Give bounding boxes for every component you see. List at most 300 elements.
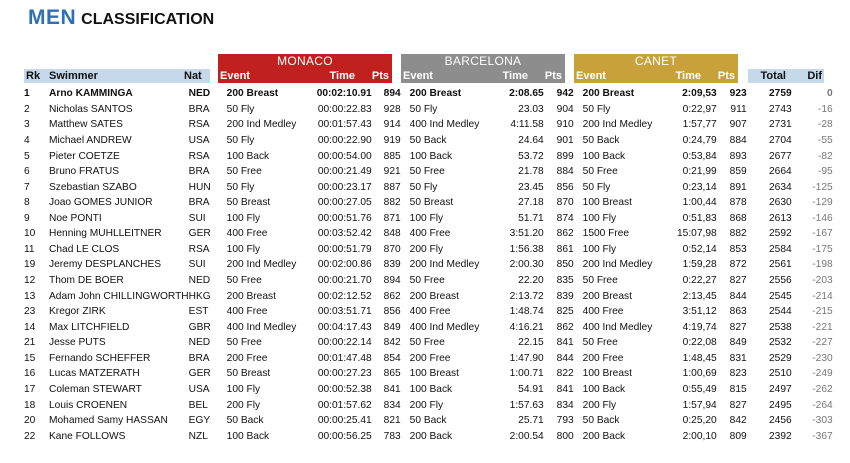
cell-canet-time: 2:00,10 (682, 430, 717, 442)
cell-rank: 5 (24, 150, 30, 162)
cell-total: 2510 (768, 368, 792, 380)
column-gap (747, 382, 757, 398)
title-rest: CLASSIFICATION (81, 11, 215, 28)
cell-barcelona-pts: 825 (556, 306, 574, 318)
cell-total: 2630 (768, 197, 792, 209)
cell-swimmer: Thom DE BOER (49, 275, 124, 287)
cell-canet-time: 0:22,97 (682, 103, 717, 115)
column-gap (747, 397, 757, 413)
cell-monaco-pts: 919 (383, 134, 401, 146)
column-gap (574, 86, 583, 102)
cell-canet-pts: 882 (729, 228, 747, 240)
cell-barcelona-time: 23.03 (518, 103, 544, 115)
cell-monaco-time: 00:00:27.23 (317, 368, 372, 380)
cell-nat: NZL (188, 430, 208, 442)
column-gap (401, 242, 410, 258)
cell-swimmer: Joao GOMES JUNIOR (49, 197, 153, 209)
cell-barcelona-event: 200 Fly (409, 399, 444, 411)
cell-barcelona-time: 27.18 (518, 197, 544, 209)
cell-canet-pts: 891 (729, 181, 747, 193)
cell-monaco-event: 100 Fly (226, 212, 261, 224)
cell-canet-event: 200 Ind Medley (582, 259, 653, 271)
cell-monaco-time: 00:00:52.38 (317, 383, 372, 395)
table-row (24, 179, 833, 195)
cell-monaco-pts: 854 (383, 352, 401, 364)
cell-barcelona-time: 4:11.58 (510, 119, 544, 131)
cell-barcelona-time: 22.20 (518, 275, 544, 287)
cell-monaco-time: 00:00:51.76 (317, 212, 372, 224)
header-event: Event (220, 70, 250, 82)
cell-total: 2456 (768, 415, 792, 427)
cell-total: 2495 (768, 399, 792, 411)
cell-monaco-event: 200 Free (226, 352, 268, 364)
cell-swimmer: Szebastian SZABO (49, 181, 137, 193)
cell-monaco-event: 50 Fly (226, 103, 255, 115)
cell-rank: 13 (24, 290, 36, 302)
cell-barcelona-pts: 910 (556, 119, 574, 131)
cell-rank: 11 (24, 243, 35, 255)
cell-canet-pts: 849 (729, 337, 747, 349)
cell-rank: 8 (24, 197, 30, 209)
column-gap (401, 117, 410, 133)
cell-monaco-time: 00:02:10.91 (316, 88, 372, 100)
cell-barcelona-pts: 844 (556, 352, 574, 364)
cell-monaco-pts: 834 (383, 399, 401, 411)
table-row (24, 366, 833, 382)
cell-barcelona-pts: 904 (556, 103, 574, 115)
cell-swimmer: Chad LE CLOS (49, 243, 120, 255)
column-gap (574, 133, 583, 149)
cell-total: 2759 (768, 88, 792, 100)
cell-canet-pts: 853 (729, 243, 747, 255)
cell-canet-event: 50 Fly (582, 103, 611, 115)
cell-rank: 7 (24, 181, 30, 193)
cell-barcelona-pts: 793 (556, 415, 574, 427)
column-gap (574, 102, 583, 118)
cell-swimmer: Coleman STEWART (49, 383, 142, 395)
table-row (24, 195, 833, 211)
cell-barcelona-time: 53.72 (518, 150, 544, 162)
cell-barcelona-event: 400 Ind Medley (409, 321, 480, 333)
cell-barcelona-event: 200 Breast (409, 290, 459, 302)
cell-barcelona-pts: 870 (556, 197, 574, 209)
cell-total: 2634 (768, 181, 792, 193)
cell-canet-pts: 827 (729, 275, 747, 287)
cell-canet-pts: 844 (729, 290, 747, 302)
cell-canet-event: 200 Free (582, 352, 624, 364)
meet-header-monaco: MONACO (218, 54, 392, 69)
column-gap (747, 273, 757, 289)
cell-dif: -146 (812, 212, 833, 224)
cell-monaco-pts: 842 (383, 337, 401, 349)
table-row (24, 288, 833, 304)
header-pts: Pts (544, 70, 562, 82)
cell-total: 2731 (768, 119, 792, 131)
cell-nat: USA (188, 383, 210, 395)
header-nat: Nat (184, 70, 202, 82)
cell-rank: 20 (24, 415, 36, 427)
cell-barcelona-time: 2:00.30 (509, 259, 544, 271)
header-event: Event (576, 70, 606, 82)
cell-dif: -16 (817, 103, 833, 115)
column-gap (747, 102, 757, 118)
cell-monaco-event: 50 Free (226, 337, 262, 349)
column-gap (401, 382, 410, 398)
cell-monaco-event: 100 Fly (226, 383, 261, 395)
cell-rank: 4 (24, 134, 30, 146)
cell-barcelona-pts: 861 (556, 243, 574, 255)
column-gap (574, 366, 583, 382)
cell-rank: 18 (24, 399, 36, 411)
cell-barcelona-event: 200 Ind Medley (409, 259, 480, 271)
cell-monaco-event: 200 Breast (226, 290, 276, 302)
header-rk: Rk (26, 70, 41, 82)
cell-nat: EST (188, 306, 209, 318)
cell-canet-event: 200 Back (582, 430, 626, 442)
cell-barcelona-event: 50 Fly (409, 181, 438, 193)
column-header-barcelona (401, 69, 565, 83)
cell-monaco-pts: 894 (383, 88, 401, 100)
cell-barcelona-time: 24.64 (518, 134, 544, 146)
cell-monaco-pts: 882 (383, 197, 401, 209)
table-row (24, 257, 833, 273)
cell-barcelona-pts: 841 (556, 337, 574, 349)
cell-barcelona-pts: 901 (556, 134, 574, 146)
cell-monaco-event: 50 Fly (226, 181, 255, 193)
column-gap (574, 273, 583, 289)
cell-canet-event: 50 Free (582, 275, 618, 287)
cell-barcelona-pts: 899 (556, 150, 574, 162)
header-time: Time (329, 70, 355, 82)
cell-barcelona-time: 2:00.54 (509, 430, 544, 442)
cell-canet-event: 50 Back (582, 415, 620, 427)
cell-monaco-pts: 849 (383, 321, 401, 333)
cell-monaco-time: 00:00:22.90 (317, 134, 372, 146)
column-header-canet (574, 69, 738, 83)
cell-rank: 15 (24, 352, 36, 364)
cell-canet-event: 100 Back (582, 383, 626, 395)
table-row (24, 351, 833, 367)
cell-barcelona-time: 1:47.90 (509, 352, 544, 364)
cell-barcelona-pts: 822 (556, 368, 574, 380)
cell-barcelona-event: 200 Free (409, 352, 451, 364)
column-gap (747, 428, 757, 444)
cell-dif: -230 (812, 352, 833, 364)
cell-monaco-time: 00:04:17.43 (317, 321, 372, 333)
cell-dif: -55 (817, 134, 833, 146)
column-gap (747, 335, 757, 351)
column-gap (574, 179, 583, 195)
meet-header-canet: CANET (574, 54, 738, 69)
cell-total: 2664 (768, 166, 792, 178)
cell-rank: 10 (24, 228, 36, 240)
cell-canet-pts: 911 (730, 103, 747, 115)
cell-barcelona-pts: 800 (556, 430, 574, 442)
cell-swimmer: Nicholas SANTOS (49, 103, 133, 115)
cell-swimmer: Fernando SCHEFFER (49, 352, 151, 364)
cell-monaco-pts: 783 (383, 430, 401, 442)
column-gap (747, 117, 757, 133)
cell-dif: -198 (812, 259, 833, 271)
column-gap (747, 86, 757, 102)
header-dif: Dif (807, 70, 822, 82)
cell-nat: GBR (188, 321, 211, 333)
column-gap (574, 211, 583, 227)
cell-canet-event: 200 Ind Medley (582, 119, 653, 131)
cell-monaco-pts: 821 (383, 415, 401, 427)
cell-monaco-event: 200 Ind Medley (226, 119, 297, 131)
cell-barcelona-pts: 850 (556, 259, 574, 271)
cell-monaco-pts: 841 (383, 383, 401, 395)
table-row (24, 86, 833, 102)
cell-rank: 2 (24, 103, 30, 115)
cell-monaco-time: 00:03:51.71 (317, 306, 372, 318)
cell-canet-time: 0:22,08 (682, 337, 717, 349)
column-gap (747, 304, 757, 320)
cell-nat: BRA (188, 166, 210, 178)
cell-canet-time: 0:55,49 (682, 383, 717, 395)
cell-canet-event: 50 Fly (582, 181, 611, 193)
cell-total: 2538 (768, 321, 792, 333)
cell-monaco-time: 00:00:27.05 (317, 197, 372, 209)
cell-canet-time: 4:19,74 (682, 321, 717, 333)
column-header-monaco (218, 69, 392, 83)
cell-total: 2677 (768, 150, 792, 162)
cell-dif: -129 (812, 197, 833, 209)
cell-barcelona-pts: 834 (556, 399, 574, 411)
column-gap (401, 148, 410, 164)
cell-dif: -95 (817, 166, 833, 178)
cell-monaco-time: 00:02:12.52 (317, 290, 372, 302)
cell-dif: -125 (812, 181, 833, 193)
cell-monaco-pts: 894 (383, 275, 401, 287)
cell-canet-pts: 863 (729, 306, 747, 318)
cell-swimmer: Max LITCHFIELD (49, 321, 130, 333)
cell-monaco-time: 00:01:47.48 (317, 352, 372, 364)
column-gap (574, 226, 583, 242)
cell-nat: RSA (188, 150, 210, 162)
cell-barcelona-pts: 835 (556, 275, 574, 287)
column-gap (747, 133, 757, 149)
column-gap (574, 288, 583, 304)
cell-barcelona-event: 50 Breast (409, 197, 454, 209)
cell-monaco-time: 00:00:51.79 (317, 243, 372, 255)
cell-monaco-event: 400 Ind Medley (226, 321, 297, 333)
cell-canet-event: 100 Fly (582, 243, 617, 255)
header-time: Time (502, 70, 528, 82)
cell-swimmer: Lucas MATZERATH (49, 368, 140, 380)
column-gap (401, 257, 410, 273)
column-gap (401, 226, 410, 242)
column-gap (574, 319, 583, 335)
cell-rank: 3 (24, 119, 30, 131)
column-gap (574, 164, 583, 180)
table-row (24, 211, 833, 227)
cell-canet-time: 0:53,84 (682, 150, 717, 162)
cell-monaco-time: 00:01:57.62 (317, 399, 372, 411)
cell-barcelona-event: 400 Free (409, 228, 451, 240)
cell-canet-pts: 872 (729, 259, 747, 271)
cell-monaco-time: 00:00:22.83 (317, 103, 372, 115)
column-gap (401, 319, 410, 335)
column-gap (401, 335, 410, 351)
column-gap (401, 86, 410, 102)
cell-canet-event: 200 Breast (582, 88, 635, 100)
column-gap (401, 428, 410, 444)
cell-monaco-event: 50 Fly (226, 134, 255, 146)
cell-monaco-time: 00:00:23.17 (317, 181, 372, 193)
cell-monaco-time: 00:02:00.86 (317, 259, 372, 271)
cell-canet-time: 0:24,79 (682, 134, 717, 146)
cell-canet-pts: 859 (729, 166, 747, 178)
column-gap (747, 211, 757, 227)
cell-nat: HUN (188, 181, 211, 193)
classification-table (24, 86, 833, 444)
cell-nat: NED (188, 275, 211, 287)
cell-rank: 1 (24, 88, 30, 100)
cell-monaco-event: 50 Free (226, 275, 262, 287)
cell-total: 2584 (768, 243, 792, 255)
cell-canet-pts: 868 (729, 212, 747, 224)
column-gap (401, 133, 410, 149)
cell-barcelona-event: 100 Breast (409, 368, 459, 380)
cell-rank: 21 (24, 337, 36, 349)
table-row (24, 428, 833, 444)
cell-barcelona-time: 22.15 (518, 337, 544, 349)
cell-total: 2532 (768, 337, 792, 349)
cell-monaco-event: 50 Back (226, 415, 264, 427)
cell-total: 2544 (768, 306, 792, 318)
column-gap (747, 319, 757, 335)
cell-canet-time: 2:13,45 (682, 290, 717, 302)
cell-monaco-pts: 848 (383, 228, 401, 240)
cell-monaco-time: 00:00:54.00 (317, 150, 372, 162)
cell-total: 2704 (768, 134, 792, 146)
column-gap (401, 195, 410, 211)
column-gap (401, 288, 410, 304)
cell-swimmer: Noe PONTI (49, 212, 102, 224)
table-row (24, 133, 833, 149)
cell-canet-time: 0:22,27 (682, 275, 717, 287)
cell-nat: GER (188, 228, 211, 240)
cell-rank: 12 (24, 275, 36, 287)
cell-nat: RSA (188, 119, 210, 131)
cell-barcelona-pts: 862 (556, 321, 574, 333)
cell-monaco-pts: 856 (383, 306, 401, 318)
cell-swimmer: Henning MUHLLEITNER (49, 228, 162, 240)
cell-nat: SUI (188, 259, 206, 271)
cell-monaco-pts: 870 (383, 243, 401, 255)
cell-swimmer: Bruno FRATUS (49, 166, 120, 178)
cell-barcelona-event: 200 Breast (409, 88, 462, 100)
column-gap (574, 335, 583, 351)
cell-barcelona-time: 54.91 (518, 383, 544, 395)
cell-monaco-time: 00:03:52.42 (317, 228, 372, 240)
cell-barcelona-event: 50 Fly (409, 103, 438, 115)
column-gap (747, 413, 757, 429)
column-gap (401, 102, 410, 118)
header-total: Total (760, 70, 786, 82)
cell-swimmer: Kregor ZIRK (49, 306, 106, 318)
cell-canet-pts: 815 (729, 383, 747, 395)
column-gap (747, 366, 757, 382)
cell-canet-time: 1:57,94 (682, 399, 717, 411)
cell-barcelona-pts: 841 (556, 383, 574, 395)
column-gap (574, 117, 583, 133)
cell-canet-event: 400 Free (582, 306, 624, 318)
cell-canet-time: 1:48,45 (682, 352, 717, 364)
cell-barcelona-event: 50 Back (409, 415, 447, 427)
column-gap (747, 226, 757, 242)
column-gap (401, 413, 410, 429)
table-row (24, 164, 833, 180)
cell-swimmer: Adam John CHILLINGWORTH (49, 290, 189, 302)
cell-total: 2529 (768, 352, 792, 364)
header-event: Event (403, 70, 433, 82)
cell-swimmer: Mohamed Samy HASSAN (49, 415, 168, 427)
cell-monaco-event: 50 Free (226, 166, 262, 178)
cell-dif: -82 (817, 150, 833, 162)
cell-monaco-event: 200 Ind Medley (226, 259, 297, 271)
cell-nat: NED (188, 337, 211, 349)
cell-barcelona-event: 400 Free (409, 306, 451, 318)
cell-dif: -249 (812, 368, 833, 380)
cell-nat: USA (188, 134, 210, 146)
cell-barcelona-event: 50 Free (409, 275, 445, 287)
cell-barcelona-time: 3:51.20 (509, 228, 544, 240)
cell-monaco-time: 00:00:21.70 (317, 275, 372, 287)
cell-canet-pts: 923 (729, 88, 747, 100)
cell-monaco-event: 400 Free (226, 228, 268, 240)
cell-barcelona-time: 1:48.74 (509, 306, 544, 318)
cell-barcelona-time: 1:57.63 (509, 399, 544, 411)
cell-barcelona-pts: 856 (556, 181, 574, 193)
table-row (24, 304, 833, 320)
cell-nat: HKG (188, 290, 211, 302)
column-gap (574, 397, 583, 413)
cell-swimmer: Arno KAMMINGA (49, 88, 133, 100)
cell-total: 2556 (768, 275, 792, 287)
header-swimmer: Swimmer (49, 70, 98, 82)
cell-rank: 19 (24, 259, 36, 271)
cell-monaco-pts: 914 (383, 119, 401, 131)
cell-dif: -167 (812, 228, 833, 240)
column-gap (401, 351, 410, 367)
header-pts: Pts (371, 70, 389, 82)
cell-canet-pts: 842 (729, 415, 747, 427)
cell-swimmer: Jesse PUTS (49, 337, 106, 349)
cell-monaco-event: 400 Free (226, 306, 268, 318)
cell-monaco-event: 100 Back (226, 430, 270, 442)
cell-monaco-time: 00:00:56.25 (317, 430, 372, 442)
column-gap (747, 148, 757, 164)
cell-barcelona-time: 2:13.72 (509, 290, 544, 302)
cell-dif: -28 (817, 119, 833, 131)
column-header-base (24, 69, 210, 83)
cell-monaco-time: 00:01:57.43 (317, 119, 372, 131)
cell-canet-event: 200 Fly (582, 399, 617, 411)
table-row (24, 413, 833, 429)
cell-monaco-pts: 865 (383, 368, 401, 380)
cell-canet-pts: 878 (729, 197, 747, 209)
cell-nat: SUI (188, 212, 206, 224)
page-title (28, 6, 214, 30)
column-gap (747, 288, 757, 304)
cell-monaco-event: 50 Breast (226, 197, 271, 209)
cell-rank: 16 (24, 368, 36, 380)
cell-barcelona-event: 200 Back (409, 430, 453, 442)
column-gap (574, 382, 583, 398)
